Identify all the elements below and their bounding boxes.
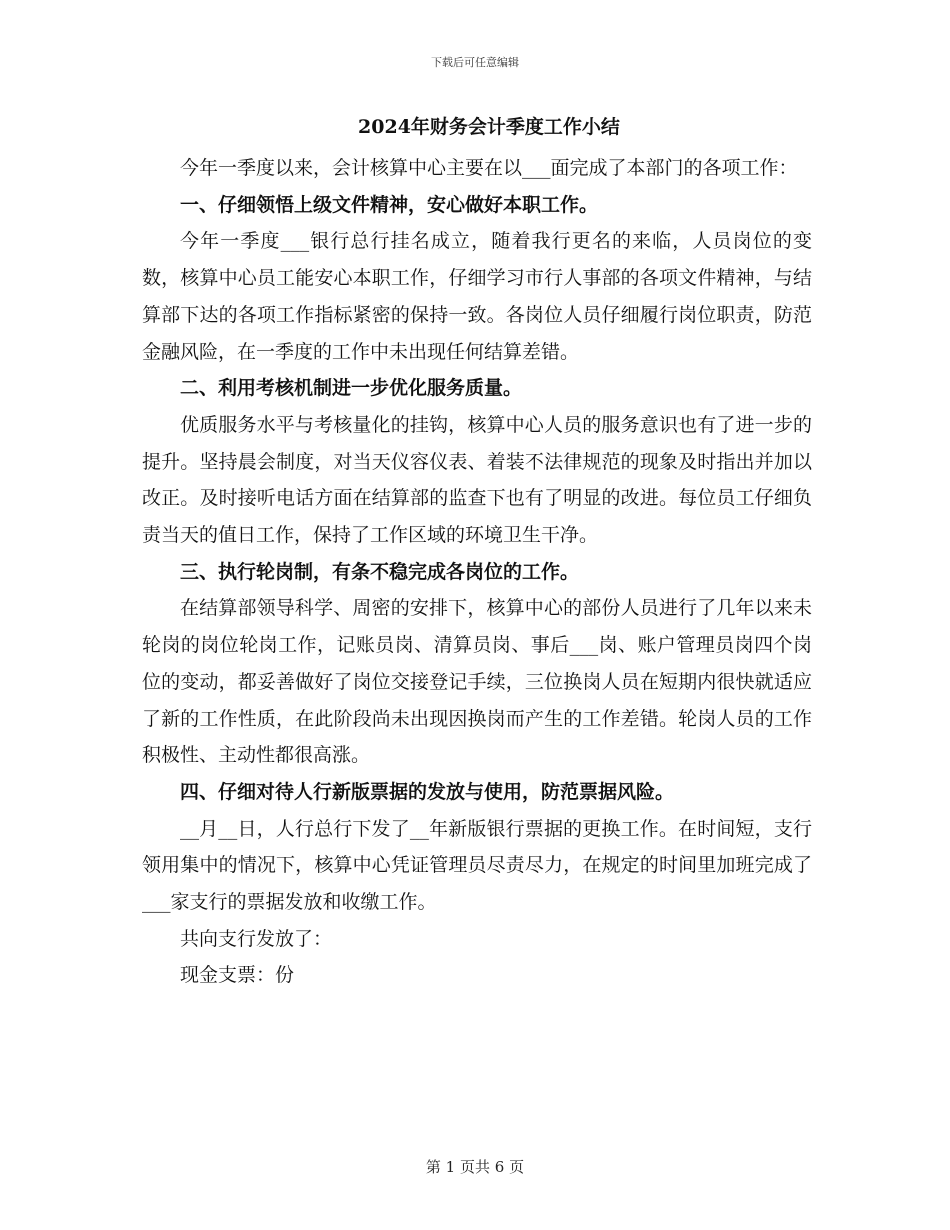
section-paragraph-1: 今年一季度___银行总行挂名成立，随着我行更名的来临，人员岗位的变数，核算中心员工能安心本职工作，仔细学习市行人事部的各项文件精神，与结算部下达的各项工作指标紧密的保持一致。各岗位人员仔细履行岗位职责，防范金融风险，在一季度的工作中未出现任何结算差错。	[142, 230, 812, 363]
document-title: 2024年财务会计季度工作小结	[358, 116, 620, 138]
intro-paragraph: 今年一季度以来，会计核算中心主要在以___面完成了本部门的各项工作：	[180, 157, 798, 179]
header-note: 下载后可任意编辑	[431, 56, 519, 69]
section-paragraph-3: 在结算部领导科学、周密的安排下，核算中心的部份人员进行了几年以来未轮岗的岗位轮岗工作，记账员岗、清算员岗、事后___岗、账户管理员岗四个岗位的变动，都妥善做好了岗位交接登记手续，三位换岗人员在短期内很快就适应了新的工作性质，在此阶段尚未出现因换岗而产生的工作差错。轮岗人员的工作积极性、主动性都很高涨。	[142, 597, 812, 767]
cash-check-line: 现金支票：份	[180, 964, 295, 987]
section-heading-3: 三、执行轮岗制，有条不稳完成各岗位的工作。	[180, 560, 580, 583]
issued-line: 共向支行发放了：	[180, 927, 333, 950]
document-body	[142, 112, 812, 994]
section-heading-1: 一、仔细领悟上级文件精神，安心做好本职工作。	[180, 193, 599, 216]
section-heading-4: 四、仔细对待人行新版票据的发放与使用，防范票据风险。	[180, 780, 675, 803]
page-footer: 第 1 页共 6 页	[425, 1158, 525, 1176]
section-paragraph-4: __月__日，人行总行下发了__年新版银行票据的更换工作。在时间短，支行领用集中的情况下，核算中心凭证管理员尽责尽力，在规定的时间里加班完成了___家支行的票据发放和收缴工作。	[142, 817, 812, 914]
section-paragraph-2: 优质服务水平与考核量化的挂钩，核算中心人员的服务意识也有了进一步的提升。坚持晨会制度，对当天仪容仪表、着装不法律规范的现象及时指出并加以改正。及时接听电话方面在结算部的监查下也有了明显的改进。每位员工仔细负责当天的值日工作，保持了工作区域的环境卫生干净。	[142, 413, 812, 547]
section-heading-2: 二、利用考核机制进一步优化服务质量。	[180, 377, 523, 400]
